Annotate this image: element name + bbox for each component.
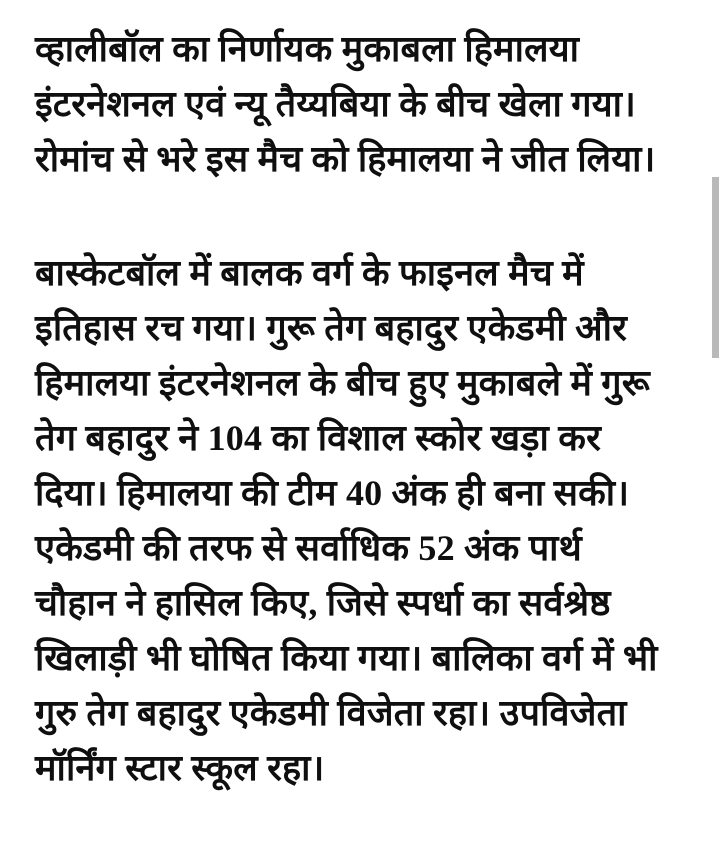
text-line: बास्केटबॉल में बालक वर्ग के फाइनल मैच में — [35, 253, 584, 293]
paragraph — [35, 22, 700, 187]
text-line: हिमालया इंटरनेशनल के बीच हुए मुकाबले में गुरू — [35, 363, 650, 403]
scrollbar-thumb[interactable] — [712, 177, 719, 358]
text-line: चौहान ने हासिल किए, जिसे स्पर्धा का सर्वश्रेष्ठ — [35, 583, 611, 623]
article-text — [35, 22, 700, 796]
paragraph — [35, 246, 700, 796]
text-line: एकेडमी की तरफ से सर्वाधिक 52 अंक पार्थ — [35, 528, 582, 568]
text-line: खिलाड़ी भी घोषित किया गया। बालिका वर्ग में भी — [35, 638, 658, 678]
text-line: रोमांच से भरे इस मैच को हिमालया ने जीत लिया। — [35, 139, 656, 179]
text-line: तेग बहादुर ने 104 का विशाल स्कोर खड़ा कर — [35, 418, 602, 458]
text-line: इंटरनेशनल एवं न्यू तैय्यबिया के बीच खेला गया। — [35, 84, 636, 124]
text-line: गुरु तेग बहादुर एकेडमी विजेता रहा। उपविजेता — [35, 693, 627, 733]
text-line: मॉर्निंग स्टार स्कूल रहा। — [35, 748, 325, 788]
text-line: व्हालीबॉल का निर्णायक मुकाबला हिमालया — [35, 29, 580, 69]
text-line: दिया। हिमालया की टीम 40 अंक ही बना सकी। — [35, 473, 630, 513]
text-line: इतिहास रच गया। गुरू तेग बहादुर एकेडमी और — [35, 308, 628, 348]
